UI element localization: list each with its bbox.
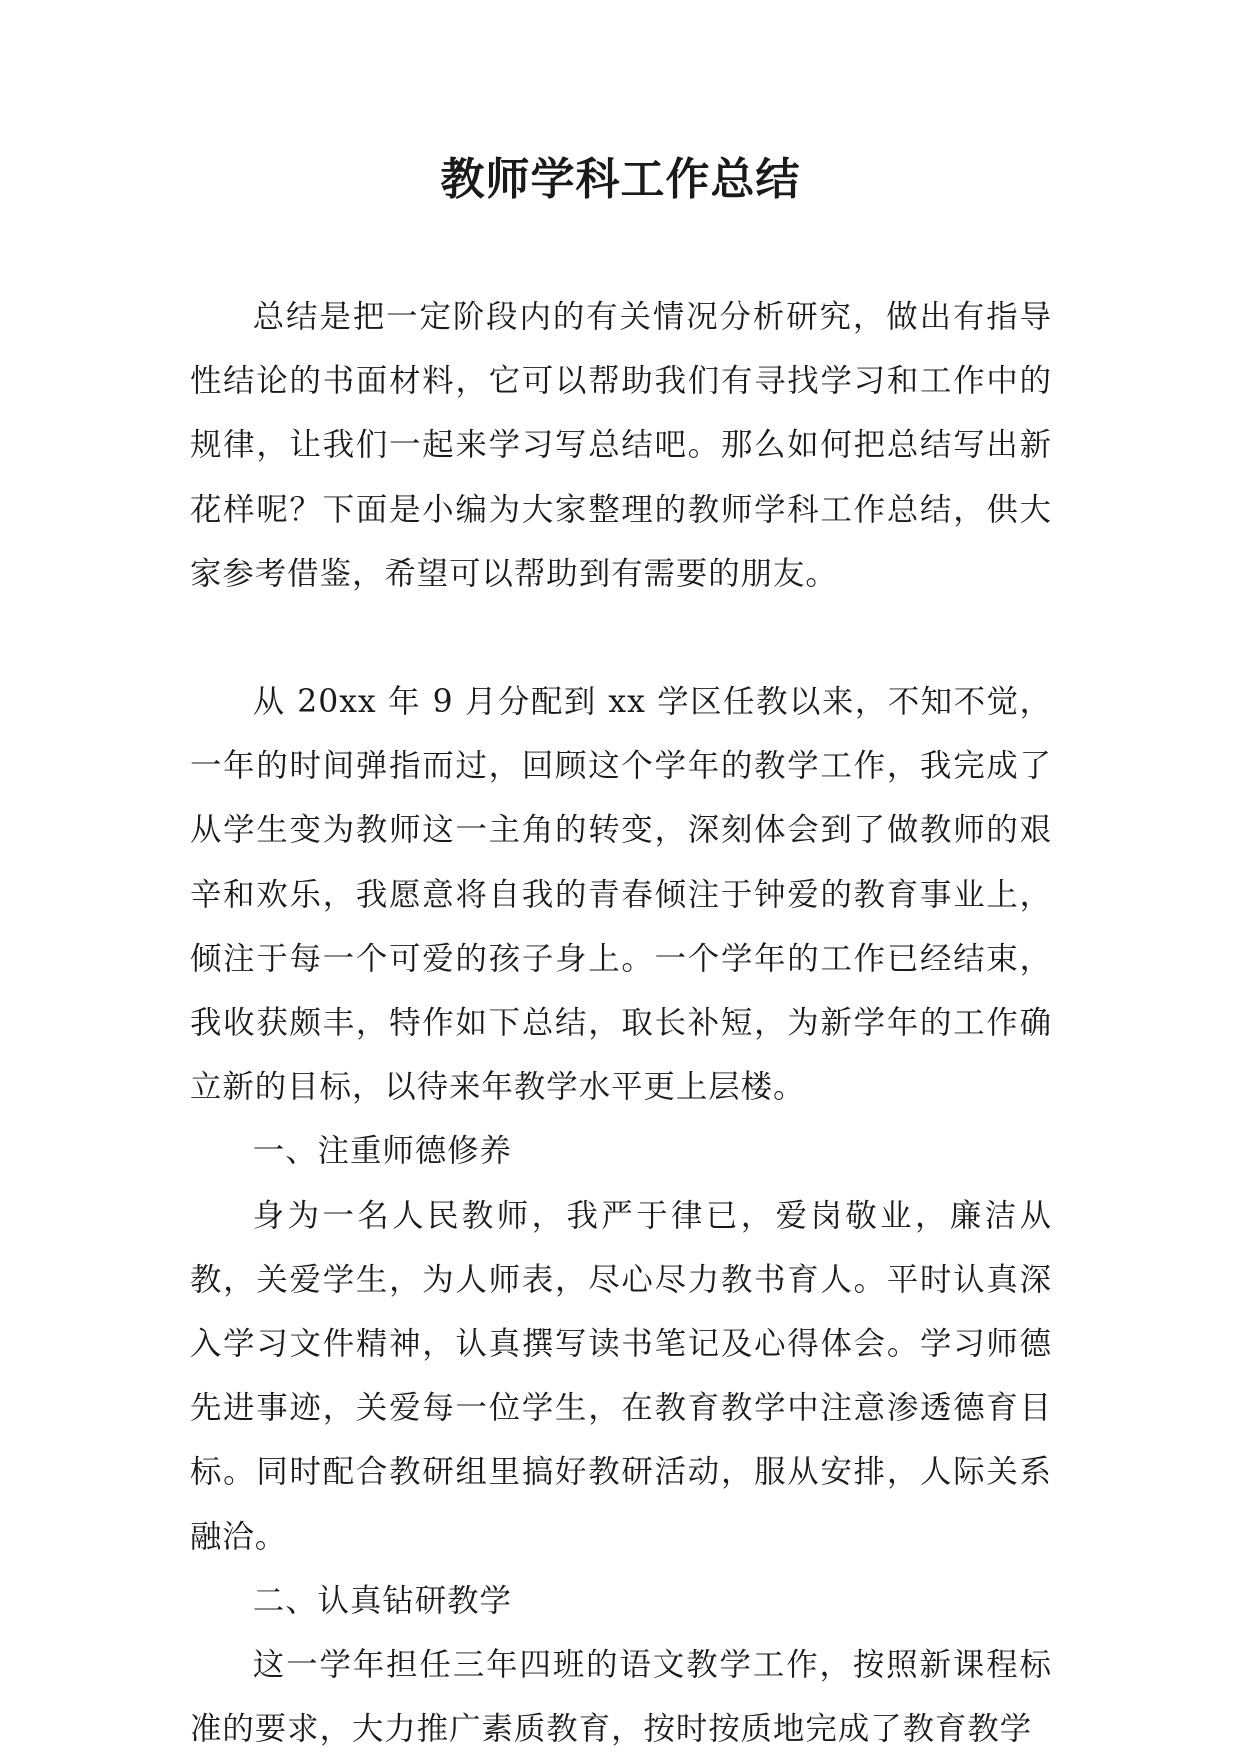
document-title: 教师学科工作总结 <box>440 154 801 205</box>
section-heading: 二、认真钻研教学 <box>252 1582 512 1619</box>
section-heading: 一、注重师德修养 <box>252 1133 512 1170</box>
intro-paragraph: 总结是把一定阶段内的有关情况分析研究，做出有指导性结论的书面材料，它可以帮助我们有寻找学习和工作中的规律，让我们一起来学习写总结吧。那么如何把总结写出新花样呢？下面是小编为大家整理的教师学科工作总结，供大家参考借鉴，希望可以帮助到有需要的朋友。 <box>190 299 1052 592</box>
body-paragraph: 身为一名人民教师，我严于律已，爱岗敬业，廉洁从教，关爱学生，为人师表，尽心尽力教书育人。平时认真深入学习文件精神，认真撰写读书笔记及心得体会。学习师德先进事迹，关爱每一位学生，在教育教学中注意渗透德育目标。同时配合教研组里搞好教研活动，服从安排，人际关系融洽。 <box>190 1197 1052 1555</box>
body-paragraph: 这一学年担任三年四班的语文教学工作，按照新课程标准的要求，大力推广素质教育，按时按质地完成了教育教学 <box>190 1647 1052 1748</box>
body-paragraph: 从 20xx 年 9 月分配到 xx 学区任教以来，不知不觉，一年的时间弹指而过，回顾这个学年的教学工作，我完成了从学生变为教师这一主角的转变，深刻体会到了做教师的艰辛和欢乐，我愿意将自我的青春倾注于钟爱的教育事业上，倾注于每一个可爱的孩子身上。一个学年的工作已经结束，我收获颇丰，特作如下总结，取长补短，为新学年的工作确立新的目标，以待来年教学水平更上层楼。 <box>190 684 1052 1106</box>
document-body <box>190 285 1052 1761</box>
